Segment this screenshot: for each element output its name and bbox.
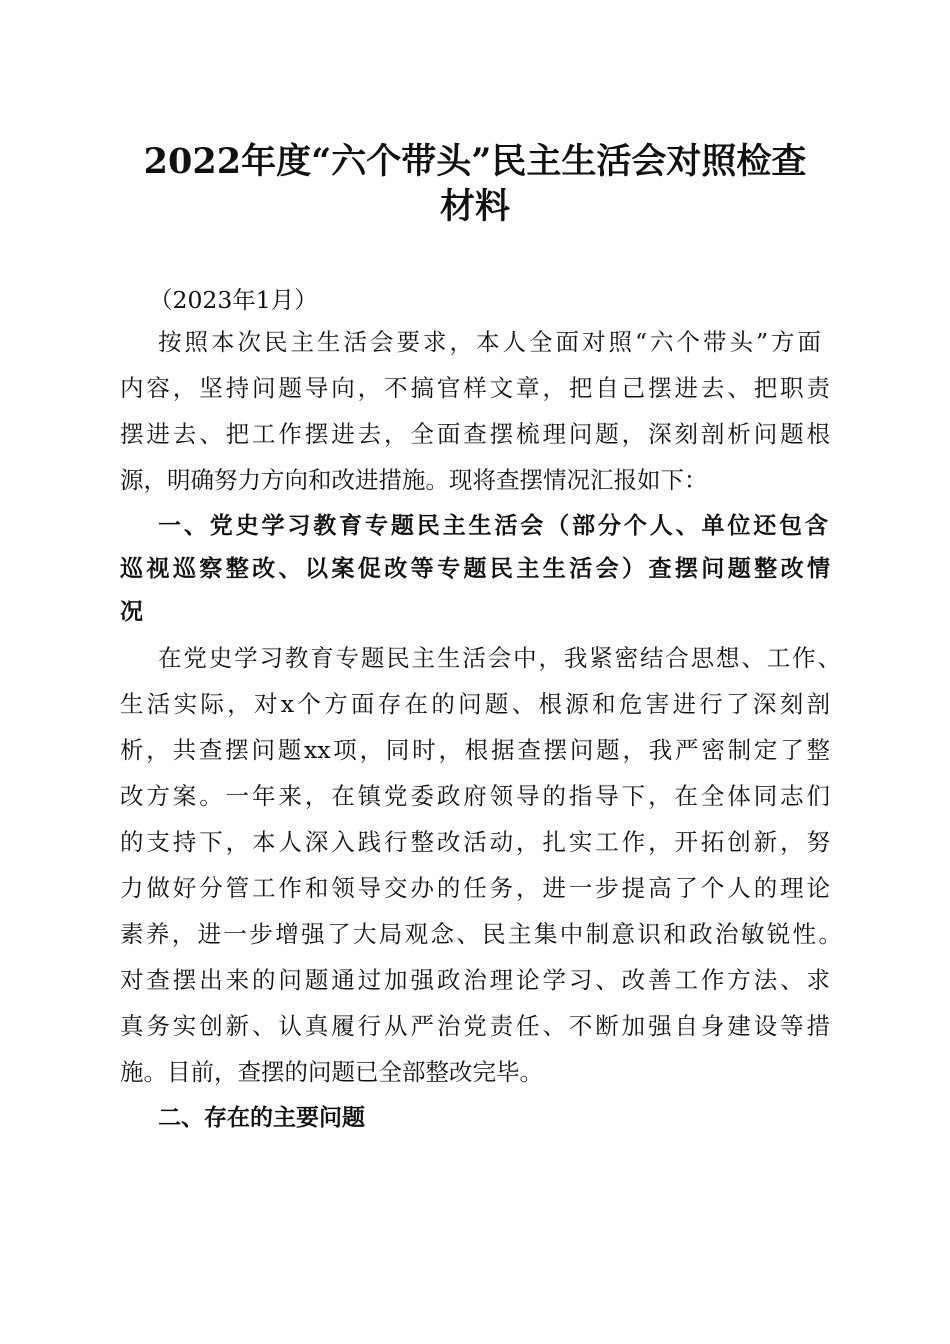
intro-line: 按照本次民主生活会要求，本人全面对照“六个带头”方面 (158, 328, 821, 356)
document-date: （2023年1月） (149, 286, 318, 314)
section-1-body-line: 改方案。一年来，在镇党委政府领导的指导下，在全体同志们 (120, 782, 830, 810)
section-1-body-line: 析，共查摆问题xx项，同时，根据查摆问题，我严密制定了整 (120, 736, 830, 764)
section-1-body-line: 真务实创新、认真履行从严治党责任、不断加强自身建设等措 (120, 1012, 830, 1040)
section-1-body-line: 对查摆出来的问题通过加强政治理论学习、改善工作方法、求 (120, 966, 830, 994)
section-1-body-line: 在党史学习教育专题民主生活会中，我紧密结合思想、工作、 (158, 644, 841, 672)
intro-line: 源，明确努力方向和改进措施。现将查摆情况汇报如下： (120, 466, 708, 494)
section-1-heading-line: 况 (120, 599, 143, 625)
section-1-body-line: 施。目前，查摆的问题已全部整改完毕。 (120, 1058, 543, 1086)
section-1-heading-line: 巡视巡察整改、以案促改等专题民主生活会）查摆问题整改情 (120, 556, 830, 582)
section-1-body-line: 的支持下，本人深入践行整改活动，扎实工作，开拓创新，努 (120, 828, 830, 856)
section-1-body-line: 生活实际，对x个方面存在的问题、根源和危害进行了深刻剖 (120, 690, 830, 718)
document-title-line-1: 2022年度“六个带头”民主生活会对照检查 (143, 141, 807, 182)
section-1-heading-line: 一、党史学习教育专题民主生活会（部分个人、单位还包含 (158, 513, 828, 539)
intro-line: 内容，坚持问题导向，不搞官样文章，把自己摆进去、把职责 (120, 374, 830, 402)
section-2-heading: 二、存在的主要问题 (158, 1105, 365, 1131)
section-1-body-line: 力做好分管工作和领导交办的任务，进一步提高了个人的理论 (120, 874, 830, 902)
document-title-line-2: 材料 (439, 186, 510, 227)
section-1-body-line: 素养，进一步增强了大局观念、民主集中制意识和政治敏锐性。 (120, 920, 842, 948)
intro-line: 摆进去、把工作摆进去，全面查摆梳理问题，深刻剖析问题根 (120, 420, 830, 448)
